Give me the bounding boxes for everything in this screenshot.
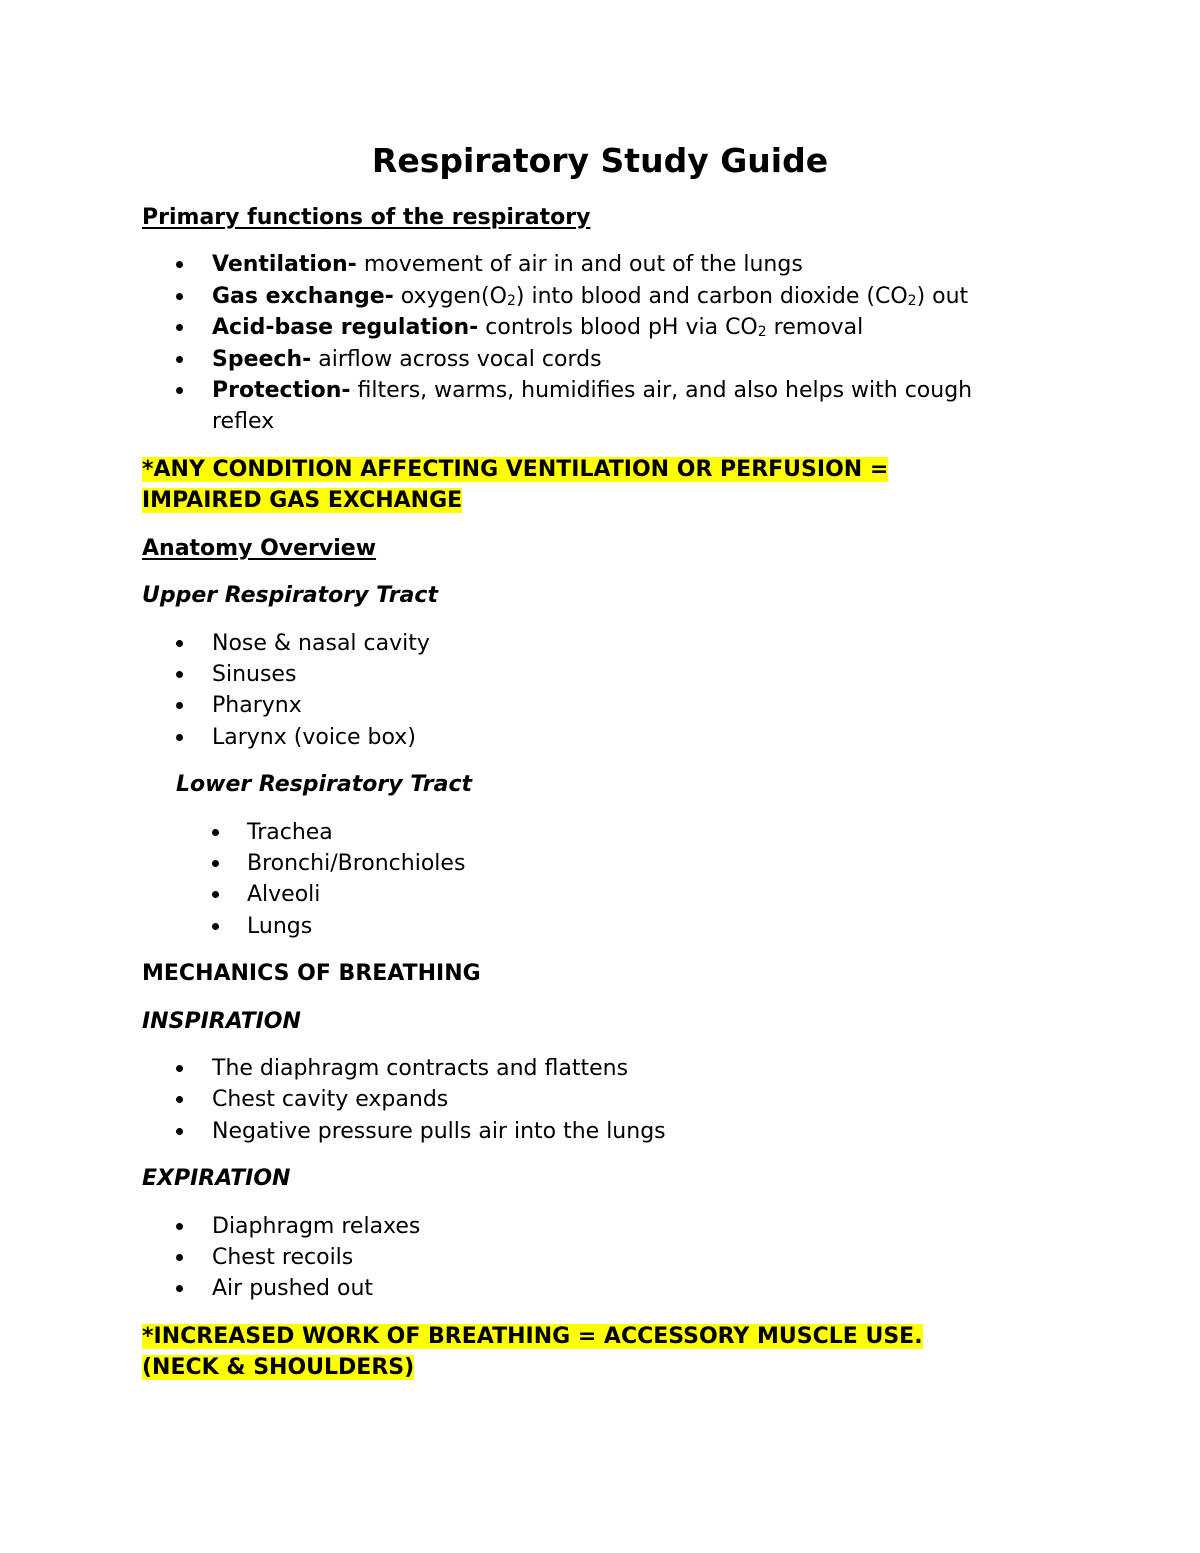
subheading-inspiration: INSPIRATION bbox=[142, 1009, 301, 1034]
bullet bbox=[176, 356, 183, 363]
subscript: 2 bbox=[506, 293, 516, 309]
bullet bbox=[212, 829, 219, 836]
list-item: Chest recoils bbox=[212, 1245, 354, 1270]
highlighted-note-line bbox=[142, 1321, 923, 1352]
list-item-gas-exchange bbox=[212, 281, 968, 312]
page-title: Respiratory Study Guide bbox=[371, 141, 829, 180]
bullet bbox=[176, 1285, 183, 1292]
list-item: Larynx (voice box) bbox=[212, 725, 416, 750]
bullet bbox=[212, 923, 219, 930]
list-item: The diaphragm contracts and flattens bbox=[212, 1056, 629, 1081]
bullet bbox=[176, 1254, 183, 1261]
bullet bbox=[176, 1096, 183, 1103]
term: Ventilation- bbox=[212, 252, 357, 277]
list-item: Nose & nasal cavity bbox=[212, 631, 430, 656]
bullet bbox=[212, 891, 219, 898]
description: airflow across vocal cords bbox=[311, 347, 602, 372]
list-item: Trachea bbox=[247, 820, 333, 845]
highlight: *ANY CONDITION AFFECTING VENTILATION OR PERFUSION = bbox=[142, 457, 889, 482]
highlighted-note-line bbox=[142, 1352, 414, 1383]
description: ) into blood and carbon dioxide (CO bbox=[515, 284, 908, 309]
list-item: Pharynx bbox=[212, 693, 302, 718]
highlighted-note-line bbox=[142, 454, 888, 485]
term: Protection- bbox=[212, 378, 351, 403]
highlight: *INCREASED WORK OF BREATHING = ACCESSORY MUSCLE USE. bbox=[142, 1324, 923, 1349]
list-item-protection bbox=[212, 375, 972, 406]
list-item: Air pushed out bbox=[212, 1276, 374, 1301]
term: Gas exchange- bbox=[212, 284, 394, 309]
bullet bbox=[176, 293, 183, 300]
description: ) out bbox=[916, 284, 969, 309]
highlight: IMPAIRED GAS EXCHANGE bbox=[142, 488, 463, 513]
section-heading-primary-functions: Primary functions of the respiratory bbox=[142, 205, 591, 230]
bullet bbox=[176, 640, 183, 647]
subheading-expiration: EXPIRATION bbox=[142, 1166, 291, 1191]
bullet bbox=[176, 671, 183, 678]
list-item: Negative pressure pulls air into the lungs bbox=[212, 1119, 666, 1144]
bullet bbox=[176, 702, 183, 709]
subscript: 2 bbox=[757, 324, 767, 340]
description: removal bbox=[766, 315, 864, 340]
list-item: Lungs bbox=[247, 914, 313, 939]
bullet bbox=[176, 1065, 183, 1072]
subheading-lower-tract: Lower Respiratory Tract bbox=[176, 772, 473, 797]
term: Speech- bbox=[212, 347, 312, 372]
bullet bbox=[176, 734, 183, 741]
description: controls blood pH via CO bbox=[478, 315, 758, 340]
bullet bbox=[176, 324, 183, 331]
list-item-speech bbox=[212, 344, 602, 375]
section-heading-anatomy: Anatomy Overview bbox=[142, 536, 377, 561]
list-item: Sinuses bbox=[212, 662, 297, 687]
subheading-upper-tract: Upper Respiratory Tract bbox=[142, 583, 438, 608]
bullet bbox=[176, 1223, 183, 1230]
bullet bbox=[212, 860, 219, 867]
highlighted-note-line bbox=[142, 485, 462, 516]
description: filters, warms, humidifies air, and also helps with cough bbox=[350, 378, 973, 403]
term: Acid-base regulation- bbox=[212, 315, 479, 340]
list-item-protection-continued: reflex bbox=[212, 409, 275, 434]
list-item: Diaphragm relaxes bbox=[212, 1214, 421, 1239]
bullet bbox=[176, 387, 183, 394]
description: movement of air in and out of the lungs bbox=[356, 252, 803, 277]
list-item: Chest cavity expands bbox=[212, 1087, 449, 1112]
bullet bbox=[176, 1128, 183, 1135]
section-heading-mechanics: MECHANICS OF BREATHING bbox=[142, 961, 481, 986]
bullet bbox=[176, 261, 183, 268]
list-item-acid-base bbox=[212, 312, 863, 343]
subscript: 2 bbox=[907, 293, 917, 309]
list-item-ventilation bbox=[212, 249, 803, 280]
description: oxygen(O bbox=[393, 284, 507, 309]
list-item: Bronchi/Bronchioles bbox=[247, 851, 466, 876]
highlight: (NECK & SHOULDERS) bbox=[142, 1355, 415, 1380]
list-item: Alveoli bbox=[247, 882, 321, 907]
